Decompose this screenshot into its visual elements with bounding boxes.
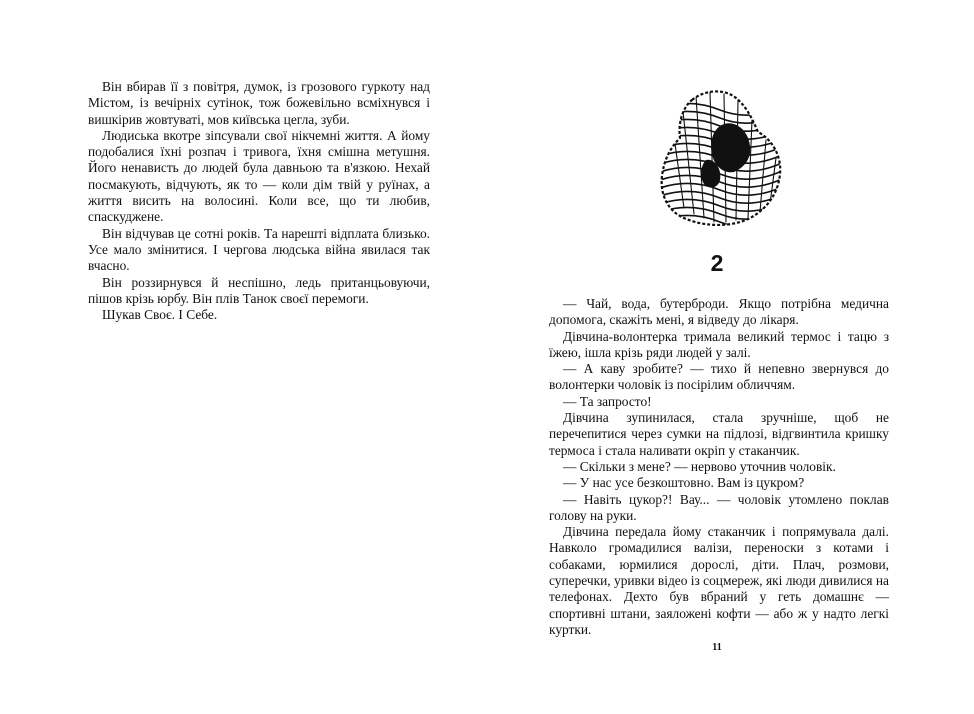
paragraph: Він роззирнувся й неспішно, ледь пританцьовуючи, пішов крізь юрбу. Він плів Танок своєї перемоги. (88, 274, 430, 306)
right-page (487, 0, 974, 714)
paragraph: Він відчував це сотні років. Та нарешті відплата близько. Усе мало змінитися. І чергова людська війна явилася так вчасно. (88, 225, 430, 274)
paragraph: — Навіть цукор?! Вау... — чоловік утомлено поклав голову на руки. (549, 491, 889, 523)
paragraph: Дівчина-волонтерка тримала великий термос і тацю з їжею, ішла крізь ряди людей у залі. (549, 328, 889, 360)
paragraph: — Чай, вода, бутерброди. Якщо потрібна медична допомога, скажіть мені, я відведу до лікаря. (549, 296, 889, 328)
paragraph: Дівчина передала йому стаканчик і попрямувала далі. Навколо громадилися валізи, переноски з котами і собаками, юрмилися дорослі, діти. Плач, розмови, суперечки, уривки відео із соцмереж, які люди дивилися на телефонах. Дехто був вбраний у геть домашнє — спортивні штани, заяложені кофти — або ж у надто легкі куртки. (549, 524, 889, 637)
chapter-number: 2 (710, 250, 724, 276)
paragraph: — Та запросто! (563, 393, 652, 409)
paragraph: — А каву зробите? — тихо й непевно звернувся до волонтерки чоловік із посірілим обличчям. (549, 361, 889, 393)
paragraph: Людиська вкотре зіпсували свої нікчемні життя. А йому подобалися їхні розпач і тривога, їхня смішна метушня. Його ненависть до людей була давньою та в'язкою. Нехай посмакують, відчують, як то — коли дім твій у руїнах, а життя висить на волосині. Коли все, що ти любив, спаскуджене. (88, 127, 430, 225)
paragraph: — У нас усе безкоштовно. Вам із цукром? (563, 475, 805, 491)
paragraph: — Скільки з мене? — нервово уточнив чоловік. (563, 458, 836, 474)
right-text-block (549, 296, 889, 638)
paragraph: Він вбирав її з повітря, думок, із грозового гуркоту над Містом, із вечірніх сутінок, тож божевільно всміхнувся і вишкірив жовтуваті, мов київська цегла, зуби. (88, 79, 430, 127)
chapter-illustration (660, 88, 784, 226)
paragraph: Шукав Своє. І Себе. (102, 307, 218, 323)
page-number: 11 (712, 642, 722, 653)
paragraph: Дівчина зупинилася, стала зручніше, щоб не перечепитися через сумки на підлозі, відгвинтила кришку термоса і стала наливати окріп у стаканчик. (549, 410, 889, 458)
left-text-block (88, 79, 430, 323)
